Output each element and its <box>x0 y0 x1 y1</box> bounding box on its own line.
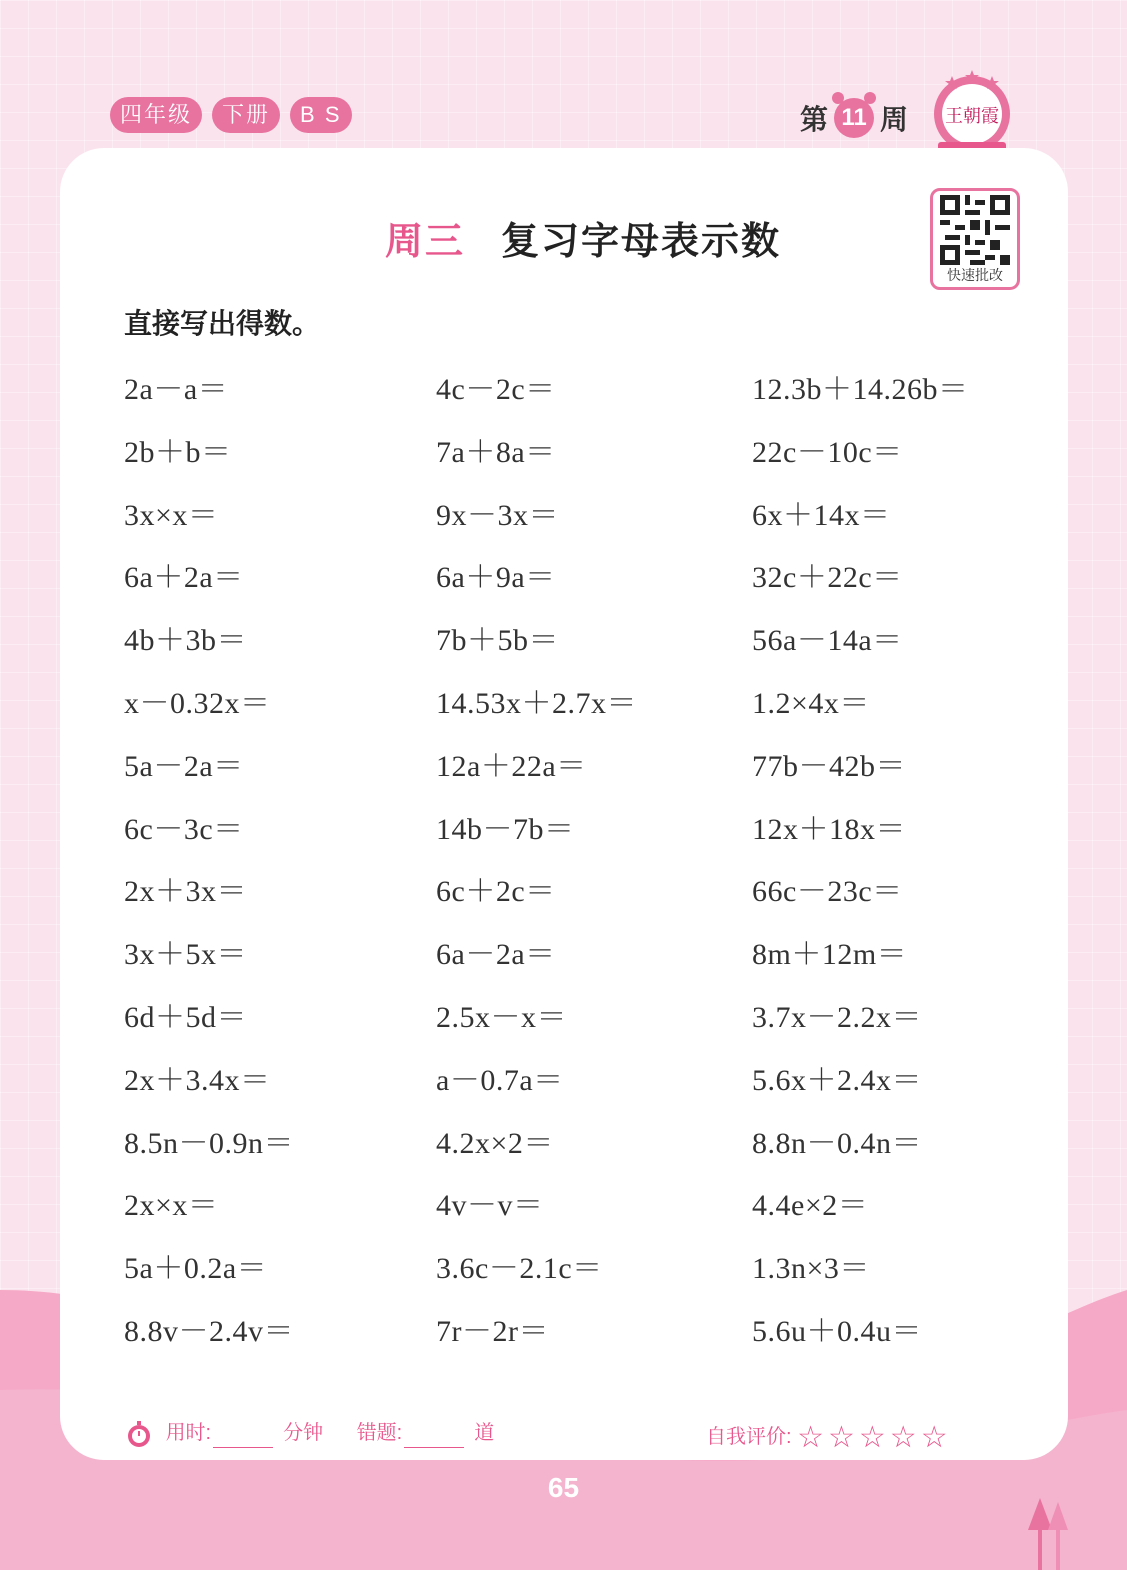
problem-item: 6a＋9a＝ <box>436 561 556 595</box>
self-eval-label: 自我评价: <box>706 1426 792 1448</box>
instruction: 直接写出得数。 <box>124 308 321 339</box>
problem-item: 6c－3c＝ <box>124 812 244 846</box>
problem-item: 8.8v－2.4v＝ <box>124 1315 294 1348</box>
problem-item: 32c＋22c＝ <box>752 561 903 595</box>
problem-item: 4c－2c＝ <box>436 373 556 406</box>
week-prefix: 第 <box>800 104 829 135</box>
stopwatch-icon <box>126 1420 152 1448</box>
problem-item: 4.4e×2＝ <box>752 1189 869 1223</box>
problem-item: 3x×x＝ <box>124 498 219 532</box>
problem-item: 3.6c－2.1c＝ <box>436 1252 603 1286</box>
problem-item: 2a－a＝ <box>124 373 229 406</box>
rating-stars[interactable]: ☆☆☆☆☆ <box>797 1421 952 1454</box>
problem-item: 56a－14a＝ <box>752 624 903 658</box>
problem-item: x－0.32x＝ <box>124 687 271 720</box>
problem-item: 4v－v＝ <box>436 1189 544 1223</box>
brand-logo-badge <box>930 70 1014 160</box>
problem-item: 2x＋3x＝ <box>124 875 247 909</box>
problem-item: 4.2x×2＝ <box>436 1126 554 1160</box>
qr-label: 快速批改 <box>947 267 1003 283</box>
problem-item: 12x＋18x＝ <box>752 812 906 846</box>
problem-item: 12a＋22a＝ <box>436 749 587 783</box>
problem-item: 1.2×4x＝ <box>752 687 870 720</box>
problem-item: a－0.7a＝ <box>436 1063 564 1097</box>
page-title <box>385 210 781 265</box>
problem-item: 2x×x＝ <box>124 1189 219 1223</box>
time-label: 用时: <box>165 1422 212 1444</box>
problem-item: 1.3n×3＝ <box>752 1252 870 1286</box>
problem-item: 5.6x＋2.4x＝ <box>752 1063 922 1097</box>
problem-item: 12.3b＋14.26b＝ <box>752 373 969 406</box>
problem-item: 5a＋0.2a＝ <box>124 1252 268 1286</box>
svg-text:王朝霞: 王朝霞 <box>945 106 999 127</box>
problem-item: 2x＋3.4x＝ <box>124 1063 271 1097</box>
tag-edition: B S <box>290 97 351 133</box>
problem-item: 8.5n－0.9n＝ <box>124 1126 294 1160</box>
problem-item: 14b－7b＝ <box>436 812 575 846</box>
problem-item: 6c＋2c＝ <box>436 875 556 909</box>
errors-label: 错题: <box>356 1422 403 1444</box>
problem-item: 5a－2a＝ <box>124 749 244 783</box>
page-number: 65 <box>547 1472 580 1503</box>
footer-timer <box>126 1416 494 1448</box>
time-blank[interactable] <box>213 1425 273 1448</box>
problem-item: 2b＋b＝ <box>124 435 232 469</box>
grade-tags <box>110 97 352 133</box>
problem-item: 66c－23c＝ <box>752 875 903 909</box>
problem-item: 4b＋3b＝ <box>124 624 247 658</box>
problem-item: 3x＋5x＝ <box>124 938 247 972</box>
problem-item: 14.53x＋2.7x＝ <box>436 687 637 720</box>
problem-item: 6d＋5d＝ <box>124 1001 247 1034</box>
title-day: 周三 <box>385 221 466 263</box>
week-suffix: 周 <box>880 104 909 135</box>
errors-unit: 道 <box>474 1422 495 1444</box>
problem-item: 22c－10c＝ <box>752 435 903 469</box>
problem-item: 6a＋2a＝ <box>124 561 244 595</box>
problem-item: 7b＋5b＝ <box>436 624 559 658</box>
problem-item: 6x＋14x＝ <box>752 498 891 532</box>
week-number: 11 <box>834 98 874 138</box>
week-indicator <box>800 98 908 138</box>
problem-item: 9x－3x＝ <box>436 498 559 532</box>
qr-code[interactable] <box>930 188 1020 290</box>
problem-item: 8.8n－0.4n＝ <box>752 1126 922 1160</box>
errors-blank[interactable] <box>404 1425 464 1448</box>
tag-grade: 四年级 <box>110 97 202 133</box>
time-unit: 分钟 <box>283 1422 324 1444</box>
problem-item: 3.7x－2.2x＝ <box>752 1001 922 1034</box>
tag-volume: 下册 <box>212 97 280 133</box>
problem-item: 7r－2r＝ <box>436 1315 549 1348</box>
qr-code-icon <box>940 195 1010 265</box>
title-topic: 复习字母表示数 <box>501 221 782 263</box>
problem-item: 6a－2a＝ <box>436 938 556 972</box>
footer-self-eval <box>706 1416 952 1454</box>
problem-item: 7a＋8a＝ <box>436 435 556 469</box>
problem-item: 2.5x－x＝ <box>436 1001 567 1034</box>
problem-item: 77b－42b＝ <box>752 749 906 783</box>
problem-item: 8m＋12m＝ <box>752 938 908 972</box>
problem-item: 5.6u＋0.4u＝ <box>752 1315 922 1348</box>
